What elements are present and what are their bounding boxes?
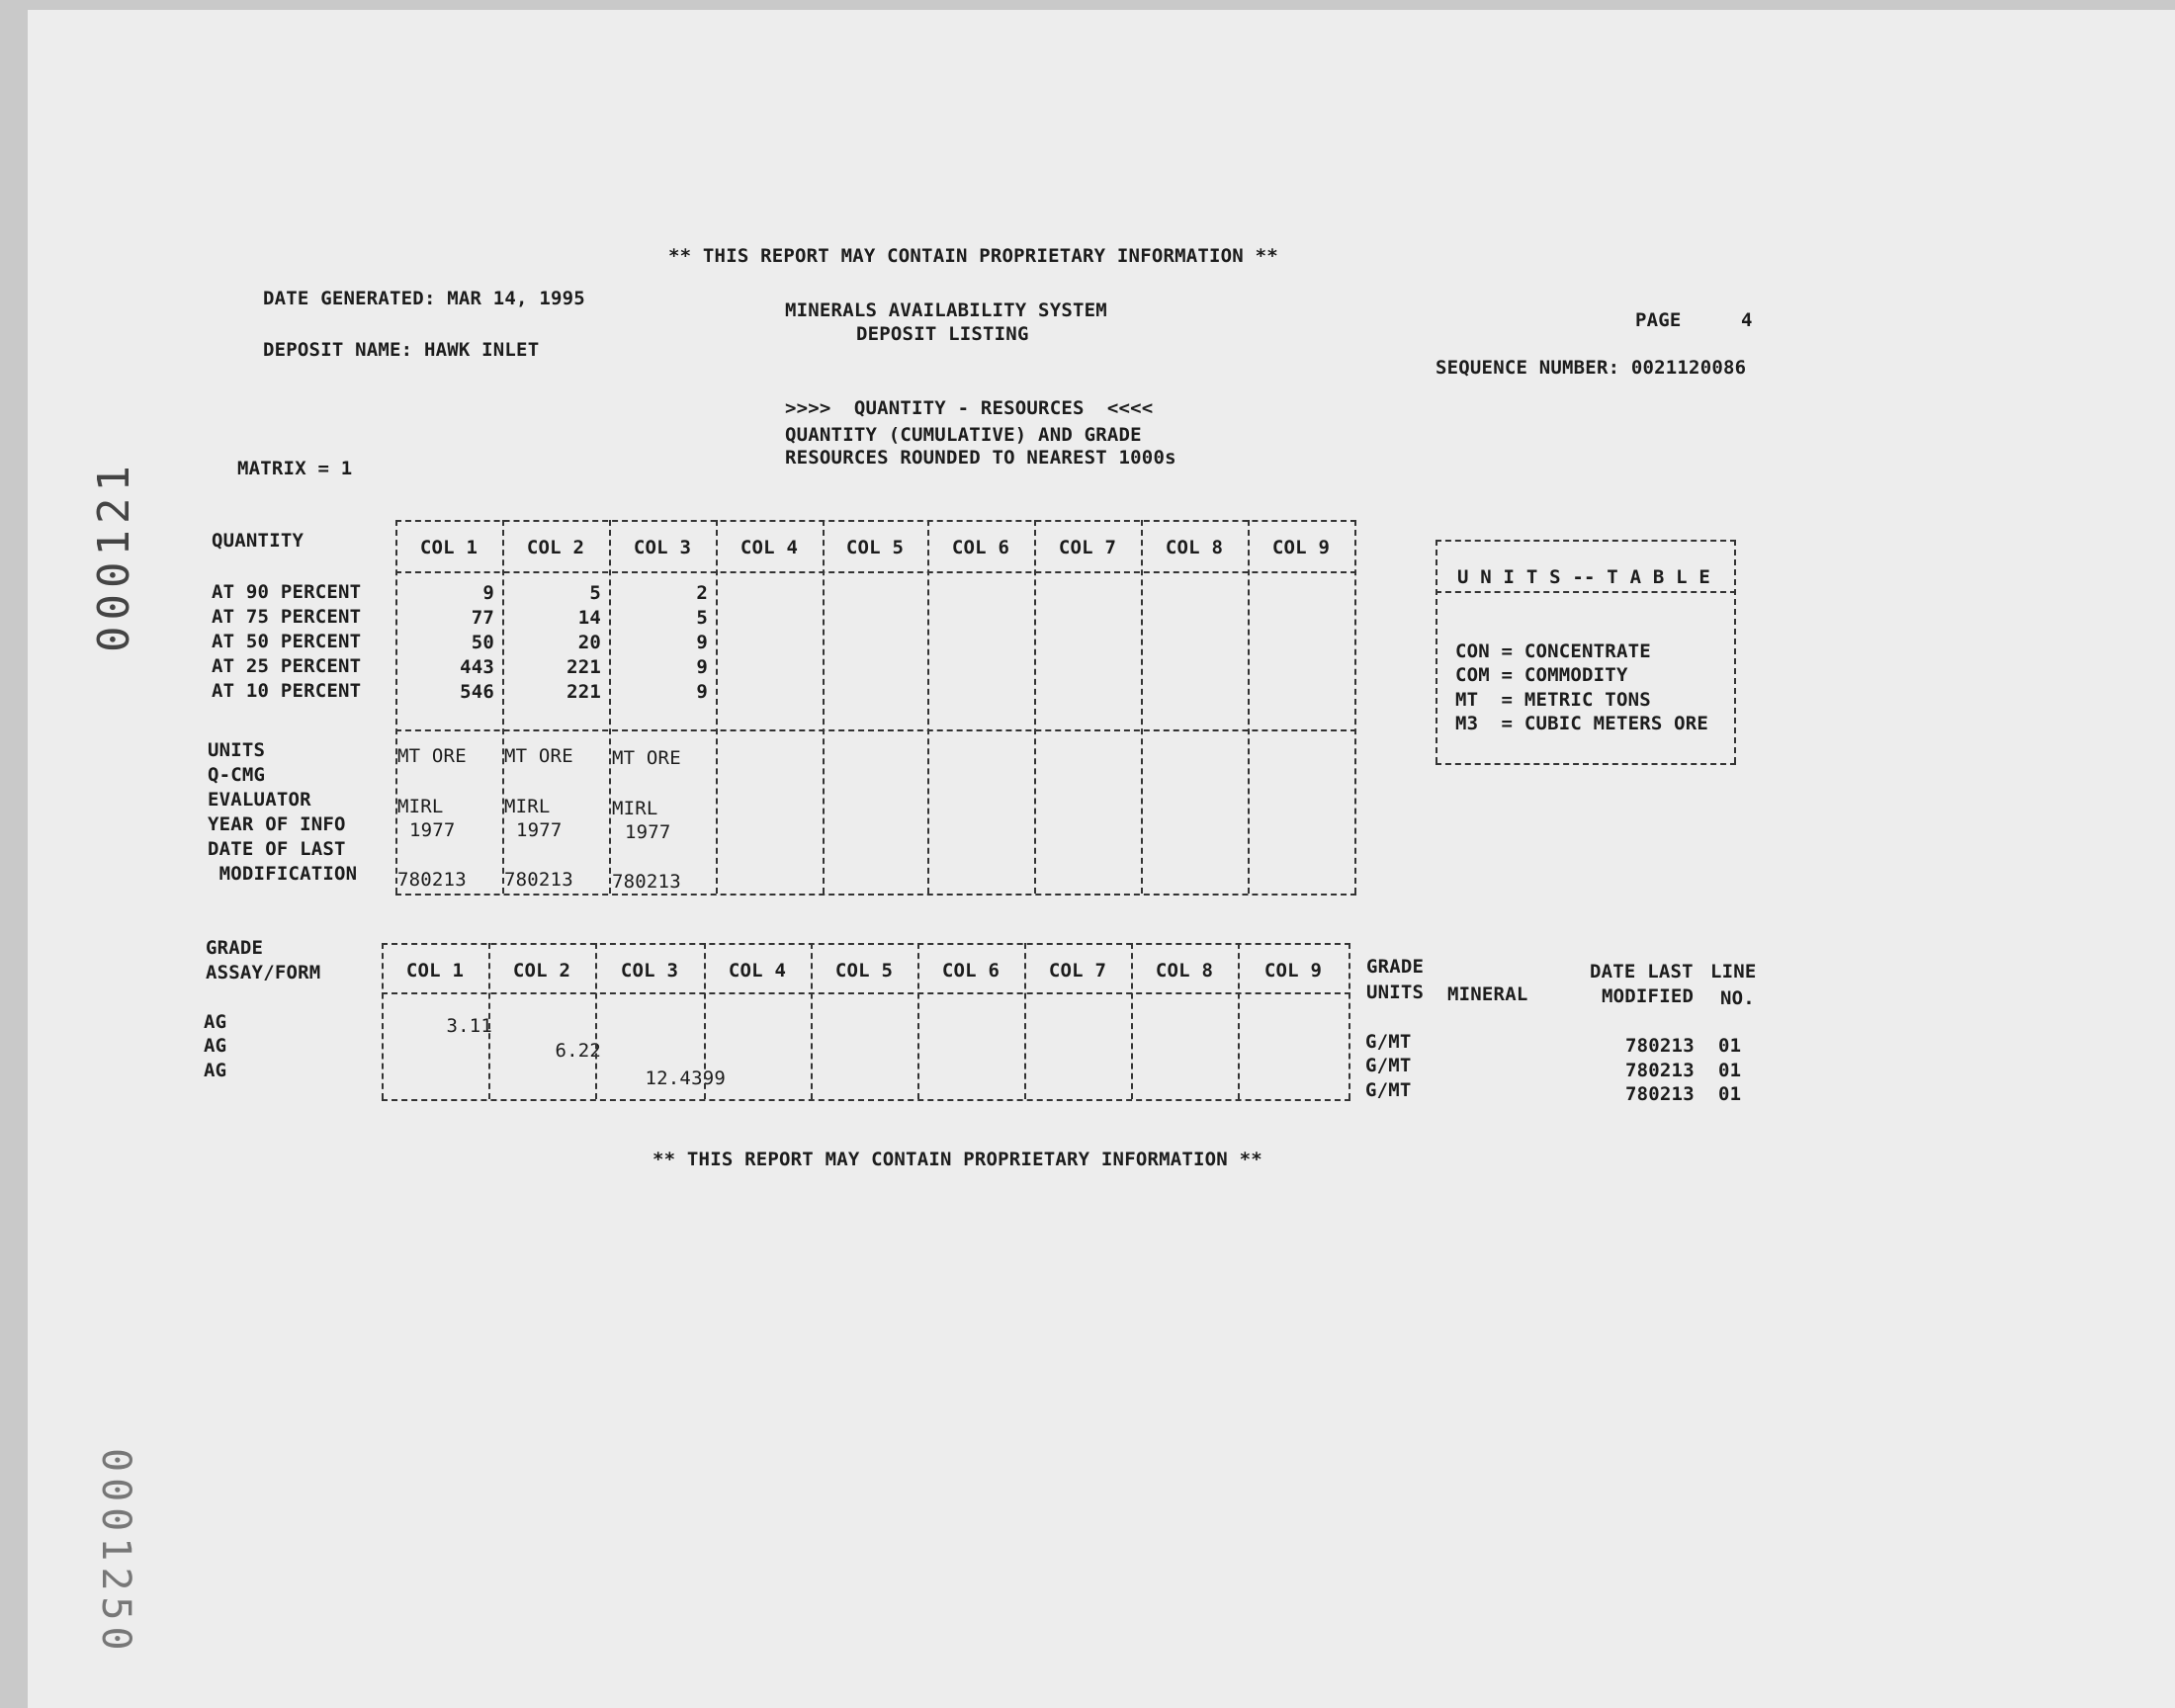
- qty-col-divider: [609, 520, 611, 894]
- qty-mid-border: [395, 729, 1356, 731]
- grade-units-header: UNITS: [1366, 982, 1425, 1003]
- qty-col-divider: [927, 520, 929, 894]
- grade-col-header: COL 2: [512, 960, 571, 982]
- units-cell: MT ORE: [504, 745, 573, 767]
- qty-col-header: COL 8: [1165, 537, 1224, 558]
- qty-cell: 443: [460, 656, 494, 678]
- qty-col-header: COL 1: [419, 537, 478, 558]
- grade-date-cell: 780213: [1625, 1035, 1695, 1057]
- grade-col-header: COL 9: [1263, 960, 1323, 982]
- year-cell: 1977: [409, 819, 456, 841]
- qty-cell: 2: [696, 582, 708, 604]
- grade-date-cell: 780213: [1625, 1083, 1695, 1105]
- units-left-border: [1436, 540, 1437, 763]
- qty-cell: 9: [696, 681, 708, 703]
- system-title: MINERALS AVAILABILITY SYSTEM: [785, 299, 1107, 321]
- grade-col-divider: [1348, 943, 1350, 1099]
- qty-col-header: COL 4: [740, 537, 799, 558]
- grade-col-header: COL 7: [1048, 960, 1107, 982]
- units-entry: COM = COMMODITY: [1455, 664, 1628, 686]
- page-number: 4: [1741, 309, 1753, 331]
- units-top-border: [1436, 540, 1736, 542]
- modified-header: MODIFIED: [1602, 985, 1695, 1007]
- grade-label: GRADE: [206, 937, 264, 959]
- sequence-number: SEQUENCE NUMBER: 0021120086: [1436, 357, 1747, 379]
- grade-col-header: COL 4: [728, 960, 787, 982]
- qty-cell: 221: [566, 656, 601, 678]
- banner-bottom: ** THIS REPORT MAY CONTAIN PROPRIETARY INFORMATION **: [652, 1149, 1262, 1170]
- no-header: NO.: [1720, 987, 1755, 1009]
- qty-cell: 5: [696, 607, 708, 629]
- page-label: PAGE: [1635, 309, 1682, 331]
- info-label: Q-CMG: [208, 764, 266, 786]
- evaluator-cell: MIRL: [612, 798, 658, 819]
- qty-cell: 546: [460, 681, 494, 703]
- units-cell: MT ORE: [612, 747, 681, 769]
- units-cell: MT ORE: [397, 745, 467, 767]
- qty-cell: 221: [566, 681, 601, 703]
- info-label: MODIFICATION: [208, 863, 358, 885]
- grade-col-header: COL 3: [620, 960, 679, 982]
- qty-col-divider: [502, 520, 504, 894]
- grade-units-cell: G/MT: [1365, 1031, 1412, 1053]
- grade-units-cell: G/MT: [1365, 1079, 1412, 1101]
- qty-row-label: AT 90 PERCENT: [212, 581, 362, 603]
- modified-cell: 780213: [397, 869, 467, 891]
- grade-line-cell: 01: [1718, 1035, 1742, 1057]
- matrix-label: MATRIX = 1: [237, 458, 353, 479]
- qty-col-header: COL 3: [633, 537, 692, 558]
- info-label: YEAR OF INFO: [208, 813, 346, 835]
- grade-cell: 12.4399: [645, 1068, 726, 1089]
- modified-cell: 780213: [612, 871, 681, 893]
- grade-line-cell: 01: [1718, 1060, 1742, 1081]
- qty-col-divider: [1354, 520, 1356, 894]
- qty-row-label: AT 10 PERCENT: [212, 680, 362, 702]
- grade-line-cell: 01: [1718, 1083, 1742, 1105]
- grade-col-header: COL 8: [1155, 960, 1214, 982]
- qty-cell: 9: [696, 656, 708, 678]
- units-entry: CON = CONCENTRATE: [1455, 640, 1651, 662]
- report-page: [28, 10, 2175, 1708]
- listing-title: DEPOSIT LISTING: [856, 323, 1029, 345]
- page-stamp-bottom: 0001250: [93, 1448, 138, 1657]
- grade-date-cell: 780213: [1625, 1060, 1695, 1081]
- date-last-header: DATE LAST: [1590, 961, 1694, 982]
- qty-col-header: COL 2: [526, 537, 585, 558]
- year-cell: 1977: [625, 821, 671, 843]
- qty-col-divider: [395, 520, 397, 894]
- qty-cell: 77: [471, 607, 494, 629]
- qty-col-divider: [823, 520, 825, 894]
- grade-row-label: AG: [204, 1011, 227, 1033]
- units-table-title: U N I T S -- T A B L E: [1457, 566, 1711, 588]
- units-entry: MT = METRIC TONS: [1455, 689, 1651, 711]
- qty-row-label: AT 50 PERCENT: [212, 631, 362, 652]
- qty-cell: 5: [589, 582, 601, 604]
- date-generated: DATE GENERATED: MAR 14, 1995: [263, 288, 585, 309]
- qty-row-label: AT 75 PERCENT: [212, 606, 362, 628]
- qty-col-header: COL 9: [1271, 537, 1331, 558]
- qty-bottom-border: [395, 894, 1356, 896]
- qty-top-border: [395, 520, 1356, 522]
- quantity-label: QUANTITY: [212, 530, 304, 552]
- grade-col-header: COL 6: [941, 960, 1000, 982]
- qty-cell: 9: [696, 632, 708, 653]
- grade-col-header: COL 5: [834, 960, 894, 982]
- qty-col-header: COL 5: [845, 537, 905, 558]
- units-bottom-border: [1436, 763, 1736, 765]
- grade-top-border: [382, 943, 1350, 945]
- qty-header-border: [395, 571, 1356, 573]
- info-label: EVALUATOR: [208, 789, 311, 811]
- grade-cell: 6.22: [555, 1040, 601, 1062]
- mineral-header: MINERAL: [1447, 983, 1528, 1005]
- qty-col-divider: [1034, 520, 1036, 894]
- info-label: DATE OF LAST: [208, 838, 346, 860]
- qty-col-header: COL 7: [1058, 537, 1117, 558]
- info-label: UNITS: [208, 739, 266, 761]
- qty-row-label: AT 25 PERCENT: [212, 655, 362, 677]
- units-header-border: [1436, 591, 1736, 593]
- page-stamp-top: 000121: [89, 460, 139, 652]
- qty-cell: 50: [471, 632, 494, 653]
- qty-col-divider: [1248, 520, 1250, 894]
- deposit-name: DEPOSIT NAME: HAWK INLET: [263, 339, 540, 361]
- year-cell: 1977: [516, 819, 563, 841]
- evaluator-cell: MIRL: [504, 796, 551, 817]
- grade-col-header: COL 1: [405, 960, 465, 982]
- grade-row-label: AG: [204, 1035, 227, 1057]
- grade-row-label: AG: [204, 1060, 227, 1081]
- units-right-border: [1734, 540, 1736, 763]
- qty-cell: 14: [577, 607, 601, 629]
- assay-label: ASSAY/FORM: [206, 962, 321, 983]
- grade-units-cell: G/MT: [1365, 1055, 1412, 1076]
- line-header: LINE: [1710, 961, 1757, 982]
- section-line2: QUANTITY (CUMULATIVE) AND GRADE: [785, 424, 1142, 446]
- units-entry: M3 = CUBIC METERS ORE: [1455, 713, 1709, 734]
- qty-cell: 9: [482, 582, 494, 604]
- banner-top: ** THIS REPORT MAY CONTAIN PROPRIETARY INFORMATION **: [668, 245, 1278, 267]
- grade-cell: 3.11: [446, 1015, 492, 1037]
- qty-col-header: COL 6: [951, 537, 1010, 558]
- grade-header: GRADE: [1366, 956, 1425, 978]
- evaluator-cell: MIRL: [397, 796, 444, 817]
- qty-col-divider: [1141, 520, 1143, 894]
- grade-bottom-border: [382, 1099, 1350, 1101]
- section-line3: RESOURCES ROUNDED TO NEAREST 1000s: [785, 447, 1176, 469]
- qty-col-divider: [716, 520, 718, 894]
- qty-cell: 20: [577, 632, 601, 653]
- section-title: >>>> QUANTITY - RESOURCES <<<<: [785, 397, 1154, 419]
- modified-cell: 780213: [504, 869, 573, 891]
- grade-header-border: [382, 992, 1350, 994]
